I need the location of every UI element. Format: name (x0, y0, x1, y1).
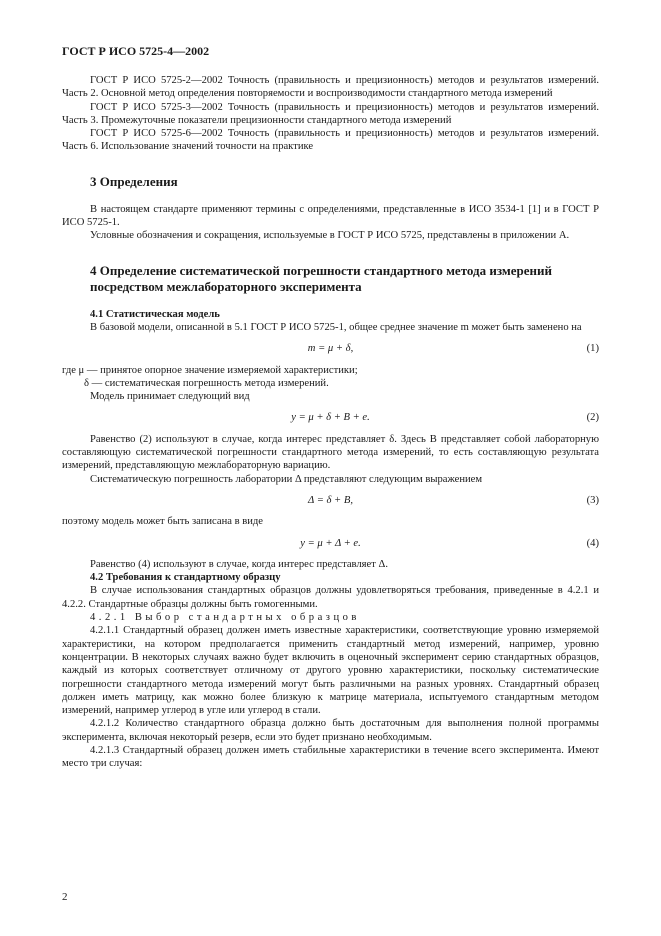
equation-1-number: (1) (586, 343, 599, 355)
equation-4 (62, 537, 599, 550)
equation-2 (62, 411, 599, 424)
equation-2-number: (2) (586, 412, 599, 424)
reference-5725-6: ГОСТ Р ИСО 5725-6—2002 Точность (правильность и прецизионность) методов и результатов измерений. Часть 6. Использование значений точности на практике (62, 128, 599, 153)
equation-1 (62, 342, 599, 355)
equation-3-number: (3) (586, 494, 599, 506)
equation-3 (62, 494, 599, 507)
where-mu: где μ — принятое опорное значение измеряемой характеристики; (62, 364, 358, 376)
equation-4-number: (4) (586, 537, 599, 549)
page-header: ГОСТ Р ИСО 5725-4—2002 (62, 44, 210, 58)
section-4-1-paragraph-3: Равенство (2) используют в случае, когда интерес представляет δ. Здесь B представляет собой лабораторную составляющую систематической погрешности стандартного метода измерений, то есть составляющую результата измерений, представляющую межлабораторную вариацию. (62, 433, 599, 472)
section-4-1-paragraph-5: поэтому модель может быть записана в виде (62, 516, 263, 528)
equation-3-formula: Δ = δ + B, (308, 494, 353, 506)
section-4-2-paragraph-1: В случае использования стандартных образцов должны удовлетворяться требования, приведенные в 4.2.1 и 4.2.2. Стандартные образцы должны быть гомогенными. (62, 585, 599, 610)
section-4-1-title: 4.1 Статистическая модель (90, 308, 220, 320)
clause-4-2-1-2: 4.2.1.2 Количество стандартного образца должно быть достаточным для выполнения полной программы эксперимента, включая некоторый резерв, если это будет признано необходимым. (62, 718, 599, 743)
page-number: 2 (62, 891, 68, 903)
section-4-2-title: 4.2 Требования к стандартному образцу (90, 572, 281, 584)
section-3-paragraph-1: В настоящем стандарте применяют термины с определениями, представленные в ИСО 3534-1 [1] и в ГОСТ Р ИСО 5725-1. (62, 203, 599, 229)
equation-2-formula: y = μ + δ + B + e. (291, 412, 370, 424)
section-3-title: 3 Определения (90, 173, 178, 189)
equation-1-formula: m = μ + δ, (307, 343, 354, 355)
section-4-1-paragraph-2: Модель принимает следующий вид (90, 391, 250, 403)
section-4-1-paragraph-4: Систематическую погрешность лаборатории Δ представляют следующим выражением (90, 473, 483, 485)
reference-5725-3: ГОСТ Р ИСО 5725-3—2002 Точность (правильность и прецизионность) методов и результатов измерений. Часть 3. Промежуточные показатели прецизионности стандартного метода измерений (62, 101, 599, 126)
clause-4-2-1-3: 4.2.1.3 Стандартный образец должен иметь стабильные характеристики в течение всего эксперимента. Имеют место три случая: (62, 744, 599, 770)
clause-4-2-1-1: 4.2.1.1 Стандартный образец должен иметь известные характеристики, соответствующие уровню измеряемой характеристики, на котором предполагается применить стандартный метод измерений, например, уровню концентрации. В некоторых случаях важно будет включить в оценочный эксперимент серию стандартных образцов, каждый из которых соответствует отличному от другого уровню характеристики, поскольку систематические погрешности стандартного метода измерений могут быть различными на разных уровнях. Стандартный образец должен иметь матрицу, как можно более близкую к матрице материала, испытуемого стандартным методом измерений, например углерод в угле или углерод в стали. (62, 625, 599, 717)
section-4-title: 4 Определение систематической погрешности стандартного метода измерений посредством межлабораторного эксперимента (90, 262, 552, 294)
section-3-paragraph-2: Условные обозначения и сокращения, используемые в ГОСТ Р ИСО 5725, представлены в приложении А. (90, 230, 570, 242)
section-4-1-paragraph-1: В базовой модели, описанной в 5.1 ГОСТ Р ИСО 5725-1, общее среднее значение m может быть заменено на (90, 321, 582, 333)
reference-5725-2: ГОСТ Р ИСО 5725-2—2002 Точность (правильность и прецизионность) методов и результатов измерений. Часть 2. Основной метод определения повторяемости и воспроизводимости стандартного метода измерений (62, 75, 599, 100)
equation-4-formula: y = μ + Δ + e. (300, 537, 361, 549)
page-content (62, 74, 599, 771)
section-4-1-paragraph-6: Равенство (4) используют в случае, когда интерес представляет Δ. (90, 558, 388, 570)
where-delta: δ — систематическая погрешность метода измерений. (84, 377, 329, 389)
section-4-2-1-title: 4.2.1 Выбор стандартных образцов (90, 612, 360, 624)
